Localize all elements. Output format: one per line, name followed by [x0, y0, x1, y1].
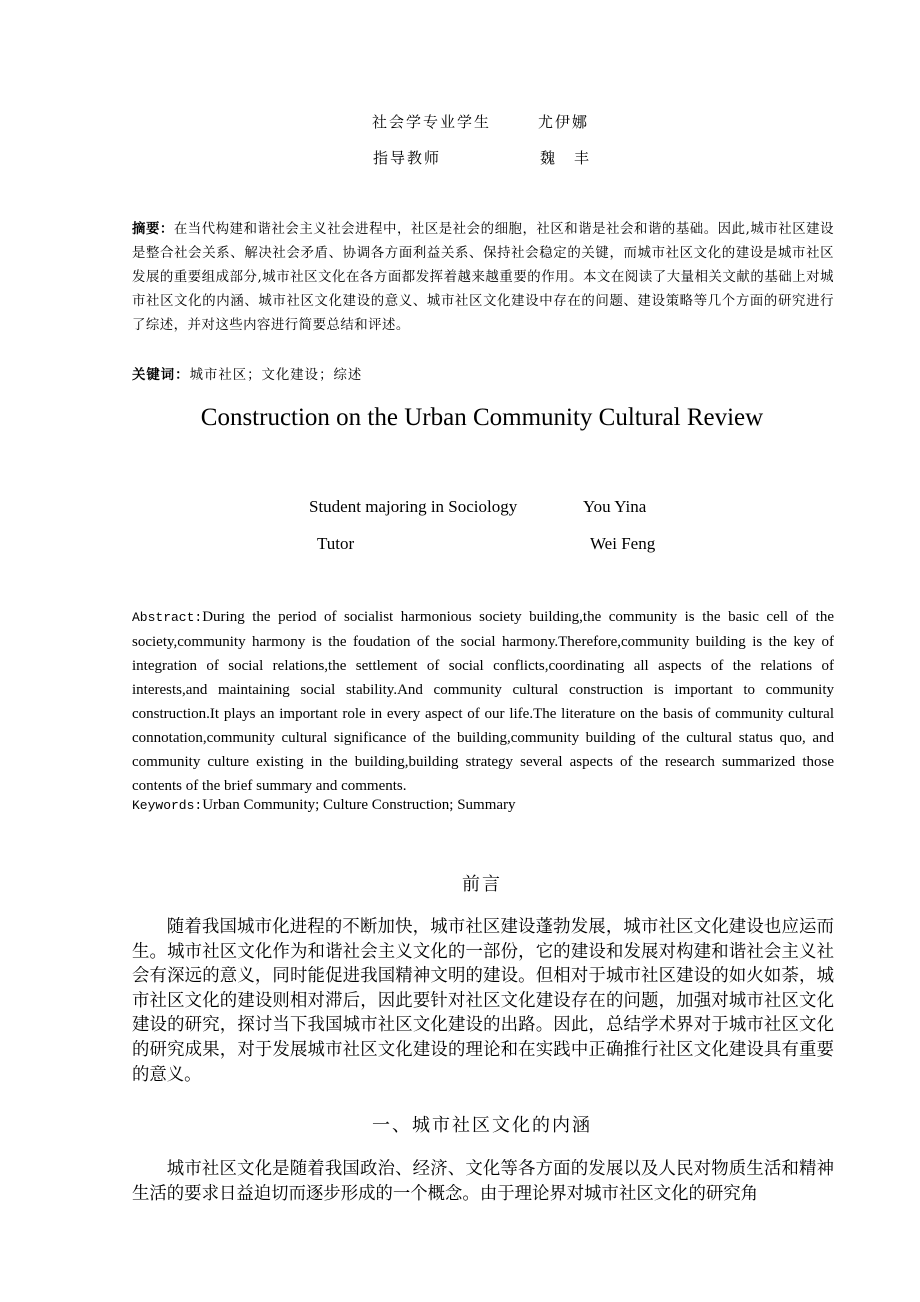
abstract-cn [132, 218, 834, 338]
preface-heading: 前言 [462, 874, 502, 895]
keywords-label-en: Keywords: [132, 798, 203, 813]
student-role-cn: 社会学专业学生 [372, 113, 492, 131]
tutor-role-cn: 指导教师 [373, 149, 442, 167]
keywords-text-en: Urban Community; Culture Construction; Summary [202, 797, 516, 813]
tutor-name-cn: 魏 丰 [540, 149, 592, 167]
keywords-cn [132, 364, 362, 383]
abstract-label-en: Abstract: [132, 610, 203, 625]
section1-paragraph: 城市社区文化是随着我国政治、经济、文化等各方面的发展以及人民对物质生活和精神生活的要求日益迫切而逐步形成的一个概念。由于理论界对城市社区文化的研究角 [132, 1159, 834, 1204]
keywords-en [132, 797, 516, 814]
section1-heading: 一、城市社区文化的内涵 [372, 1115, 592, 1136]
student-name-en: You Yina [583, 497, 647, 516]
author-tutor-row-cn [0, 147, 920, 171]
tutor-role-en: Tutor [317, 534, 355, 553]
abstract-text-cn: 在当代构建和谐社会主义社会进程中，社区是社会的细胞，社区和谐是社会和谐的基础。因此,城市社区建设是整合社会关系、解决社会矛盾、协调各方面利益关系、保持社会稳定的关键，而城市社区文化的建设是城市社区发展的重要组成部分,城市社区文化在各方面都发挥着越来越重要的作用。本文在阅读了大量相关文献的基础上对城市社区文化的内涵、城市社区文化建设的意义、城市社区文化建设中存在的问题、建设策略等几个方面的研究进行了综述，并对这些内容进行简要总结和评述。 [132, 222, 834, 333]
preface-paragraph: 随着我国城市化进程的不断加快，城市社区建设蓬勃发展，城市社区文化建设也应运而生。城市社区文化作为和谐社会主义文化的一部份，它的建设和发展对构建和谐社会主义社会有深远的意义，同时能促进我国精神文明的建设。但相对于城市社区建设的如火如荼，城市社区文化的建设则相对滞后，因此要针对社区文化建设存在的问题，加强对城市社区文化建设的研究，探讨当下我国城市社区文化建设的出路。因此，总结学术界对于城市社区文化的研究成果，对于发展城市社区文化建设的理论和在实践中正确推行社区文化建设具有重要的意义。 [132, 917, 834, 1085]
student-name-cn: 尤伊娜 [538, 113, 590, 131]
student-role-en: Student majoring in Sociology [309, 497, 518, 516]
keywords-label-cn: 关键词： [132, 368, 190, 383]
abstract-text-en: During the period of socialist harmonious society building,the community is the basic cell of the society,community harmony is the foudation of the social harmony.Therefore,community building is the key of integration of social relations,the settlement of social conflicts,coordinating all aspects of the relations of interests,and maintaining social stability.And community cultural construction is important to community construction.It plays an important role in every aspect of our life.The literature on the basis of community cultural connotation,community cultural significance of the building,community building of the cultural status quo, and community culture existing in the building,building strategy several aspects of the research summarized those contents of the brief summary and comments. [132, 609, 834, 794]
author-student-row-cn [0, 111, 920, 135]
keywords-text-cn: 城市社区；文化建设；综述 [189, 368, 363, 383]
abstract-en [132, 605, 834, 798]
english-title: Construction on the Urban Community Cultural Review [200, 404, 764, 431]
tutor-name-en: Wei Feng [590, 534, 656, 553]
abstract-label-cn: 摘要： [132, 222, 174, 237]
